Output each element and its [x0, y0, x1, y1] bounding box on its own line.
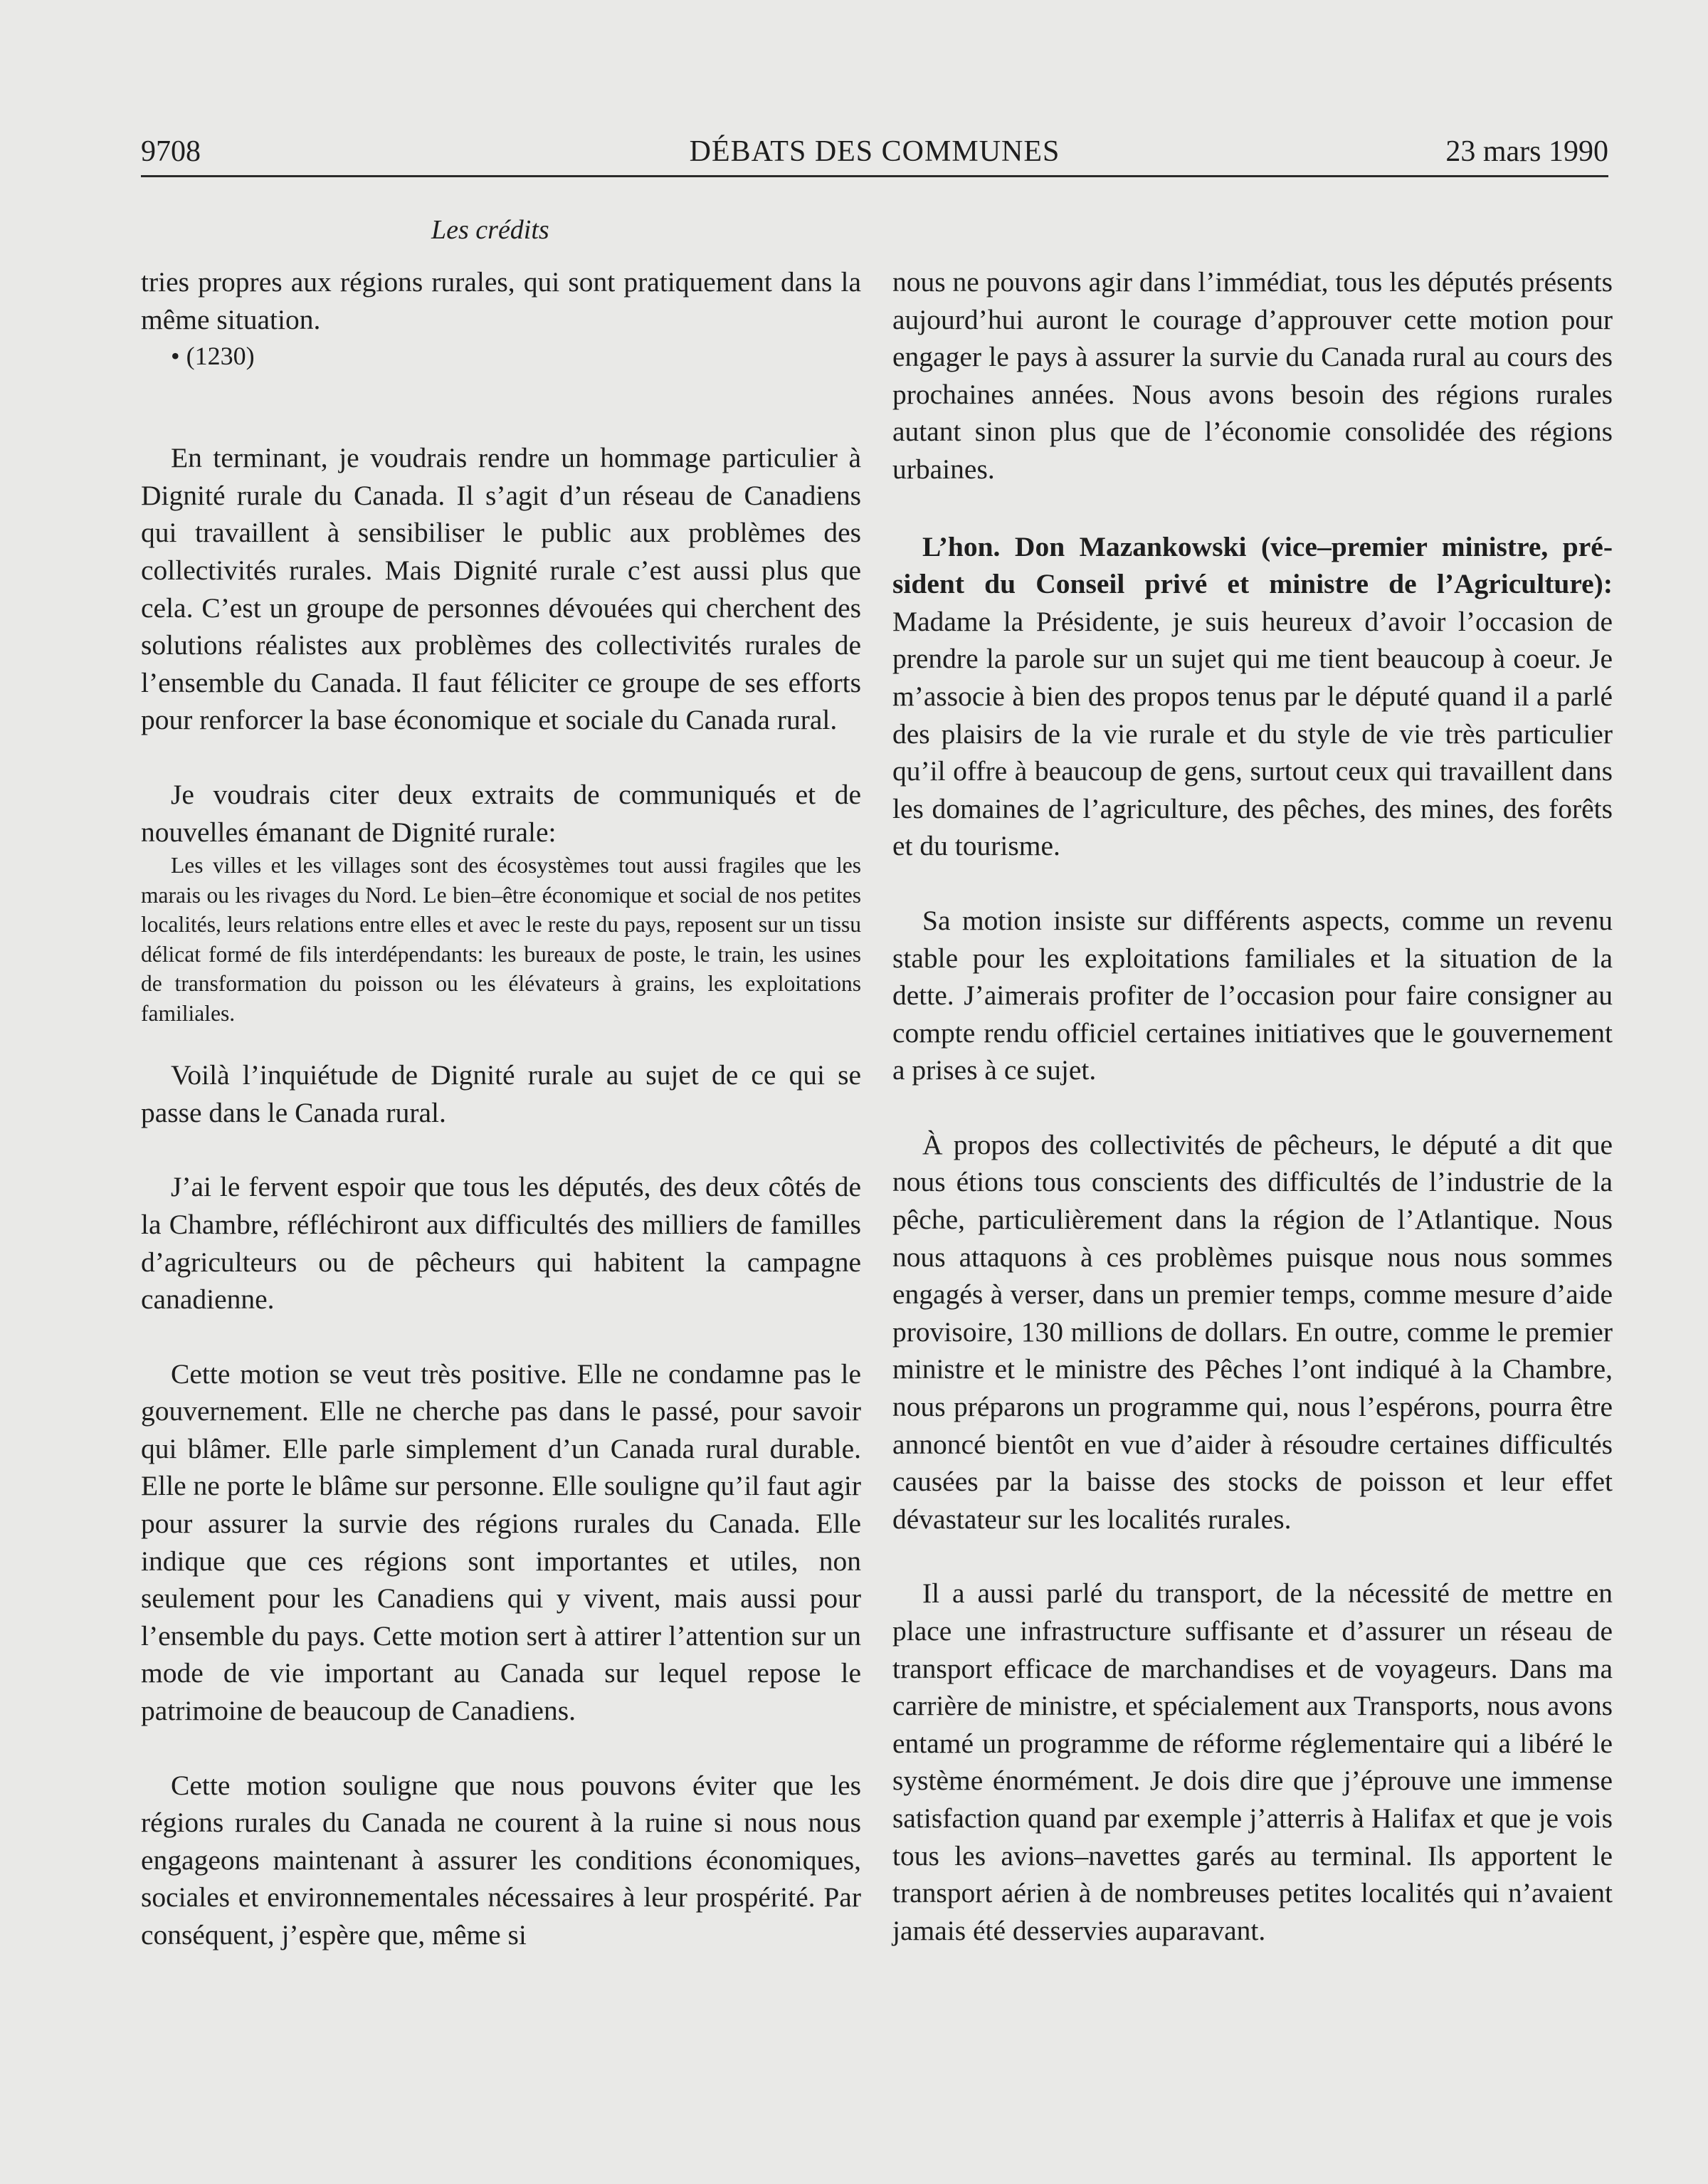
right-column [892, 263, 1613, 1949]
block-quote: Les villes et les villages sont des écosystèmes tout aussi fragiles que les marais ou les rivages du Nord. Le bien–être économique et social de nos petites localités, leurs relations entre elles et avec le reste du pays, reposent sur un tissu délicat formé de fils interdépendants: les bureaux de poste, le train, les usines de transformation du poisson ou les élévateurs à grains, les exploitations familiales. [141, 853, 861, 1026]
paragraph: Cette motion souligne que nous pouvons éviter que les régions rurales du Canada ne courent à la ruine si nous nous engageons maintenant à assurer les conditions économiques, sociales et environnementales nécessaires à leur prospérité. Par conséquent, j’espère que, même si [141, 1769, 861, 1951]
paragraph: Cette motion se veut très positive. Elle ne condamne pas le gouvernement. Elle ne cherche pas dans le passé, pour savoir qui blâmer. Elle parle simplement d’un Canada rural durable. Elle ne porte le blâme sur personne. Elle souligne qu’il faut agir pour assurer la survie des régions rurales du Canada. Elle indique que ces régions sont importantes et utiles, non seulement pour les Canadiens qui y vivent, mais aussi pour l’ensemble du pays. Cette motion sert à attirer l’attention sur un mode de vie important au Canada sur lequel repose le patrimoine de beaucoup de Canadiens. [141, 1358, 861, 1727]
publication-title: DÉBATS DES COMMUNES [689, 135, 1060, 168]
paragraph: tries propres aux régions rurales, qui sont pratiquement dans la même situation. [141, 266, 861, 335]
paragraph: À propos des collectivités de pêcheurs, le député a dit que nous étions tous conscients des difficultés de l’industrie de la pêche, particulièrement dans la région de l’Atlantique. Nous nous attaquons à ces problèmes puisque nous nous sommes engagés à verser, dans un premier temps, comme mesure d’aide provisoire, 130 millions de dollars. En outre, comme le premier ministre et le ministre des Pêches l’ont indiqué à la Chambre, nous préparons un programme qui, nous l’espérons, pourra être annoncé bientôt en vue d’aider à résoudre certaines difficultés causées par la baisse des stocks de poisson et leur effet dévastateur sur les localités rurales. [892, 1128, 1613, 1535]
section-title: Les crédits [431, 215, 549, 245]
page-header [141, 132, 1608, 177]
time-marker: • (1230) [171, 342, 255, 371]
paragraph: J’ai le fervent espoir que tous les députés, des deux côtés de la Chambre, réfléchiront aux difficultés des milliers de familles d’agriculteurs ou de pêcheurs qui habitent la campagne canadienne. [141, 1171, 861, 1316]
paragraph: nous ne pouvons agir dans l’immédiat, tous les députés présents aujourd’hui auront le courage d’approuver cette motion pour engager le pays à assurer la survie du Canada rural au cours des prochaines années. Nous avons besoin des régions rurales autant sinon plus que de l’économie consolidée des régions urbaines. [892, 266, 1613, 485]
paragraph: Il a aussi parlé du transport, de la nécessité de mettre en place une infrastructure suffisante et d’assurer un réseau de transport efficace de marchandises et de voyageurs. Dans ma carrière de ministre, et spécialement aux Transports, nous avons entamé un programme de réforme réglementaire qui a libéré le système énormément. Je dois dire que j’éprouve une immense satisfaction quand par exemple j’atterris à Halifax et que je vois tous les avions–navettes garés au terminal. Ils apportent le transport aérien à de nombreuses petites localités qui n’avaient jamais été desservies auparavant. [892, 1577, 1613, 1946]
left-column [141, 263, 861, 1954]
paragraph: Voilà l’inquiétude de Dignité rurale au sujet de ce qui se passe dans le Canada rural. [141, 1059, 861, 1128]
paragraph: Je voudrais citer deux extraits de communiqués et de nouvelles émanant de Dignité rurale: [141, 778, 861, 848]
speech-paragraph [892, 528, 1613, 865]
paragraph: En terminant, je voudrais rendre un hommage particulier à Dignité rurale du Canada. Il s’agit d’un réseau de Canadiens qui travaillent à sensibiliser le public aux problèmes des collectivités rurales. Mais Dignité rurale c’est aussi plus que cela. C’est un groupe de personnes dévouées qui cherchent des solutions réalistes aux problèmes des collectivités rurales de l’ensemble du Canada. Il faut féliciter ce groupe de ses efforts pour renforcer la base économique et sociale du Canada rural. [141, 442, 861, 736]
page-number: 9708 [141, 135, 201, 168]
paragraph: Sa motion insiste sur différents aspects, comme un revenu stable pour les exploitations familiales et la situation de la dette. J’aimerais profiter de l’occasion pour faire consigner au compte rendu officiel certaines initiatives que le gouvernement a prises à ce sujet. [892, 904, 1613, 1086]
page-date: 23 mars 1990 [1445, 135, 1608, 168]
speaker-name: L’hon. Don Mazankowski (vice–premier ministre, président du Conseil privé et ministre de l’Agriculture): [892, 530, 1613, 600]
speech-text: Madame la Présidente, je suis heureux d’avoir l’occasion de prendre la parole sur un sujet qui me tient beaucoup à coeur. Je m’associe à bien des propos tenus par le député quand il a parlé des plaisirs de la vie rurale et du style de vie très particulier qu’il offre à beaucoup de gens, surtout ceux qui travaillent dans les domaines de l’agriculture, des pêches, des mines, des forêts et du tourisme. [892, 605, 1613, 862]
